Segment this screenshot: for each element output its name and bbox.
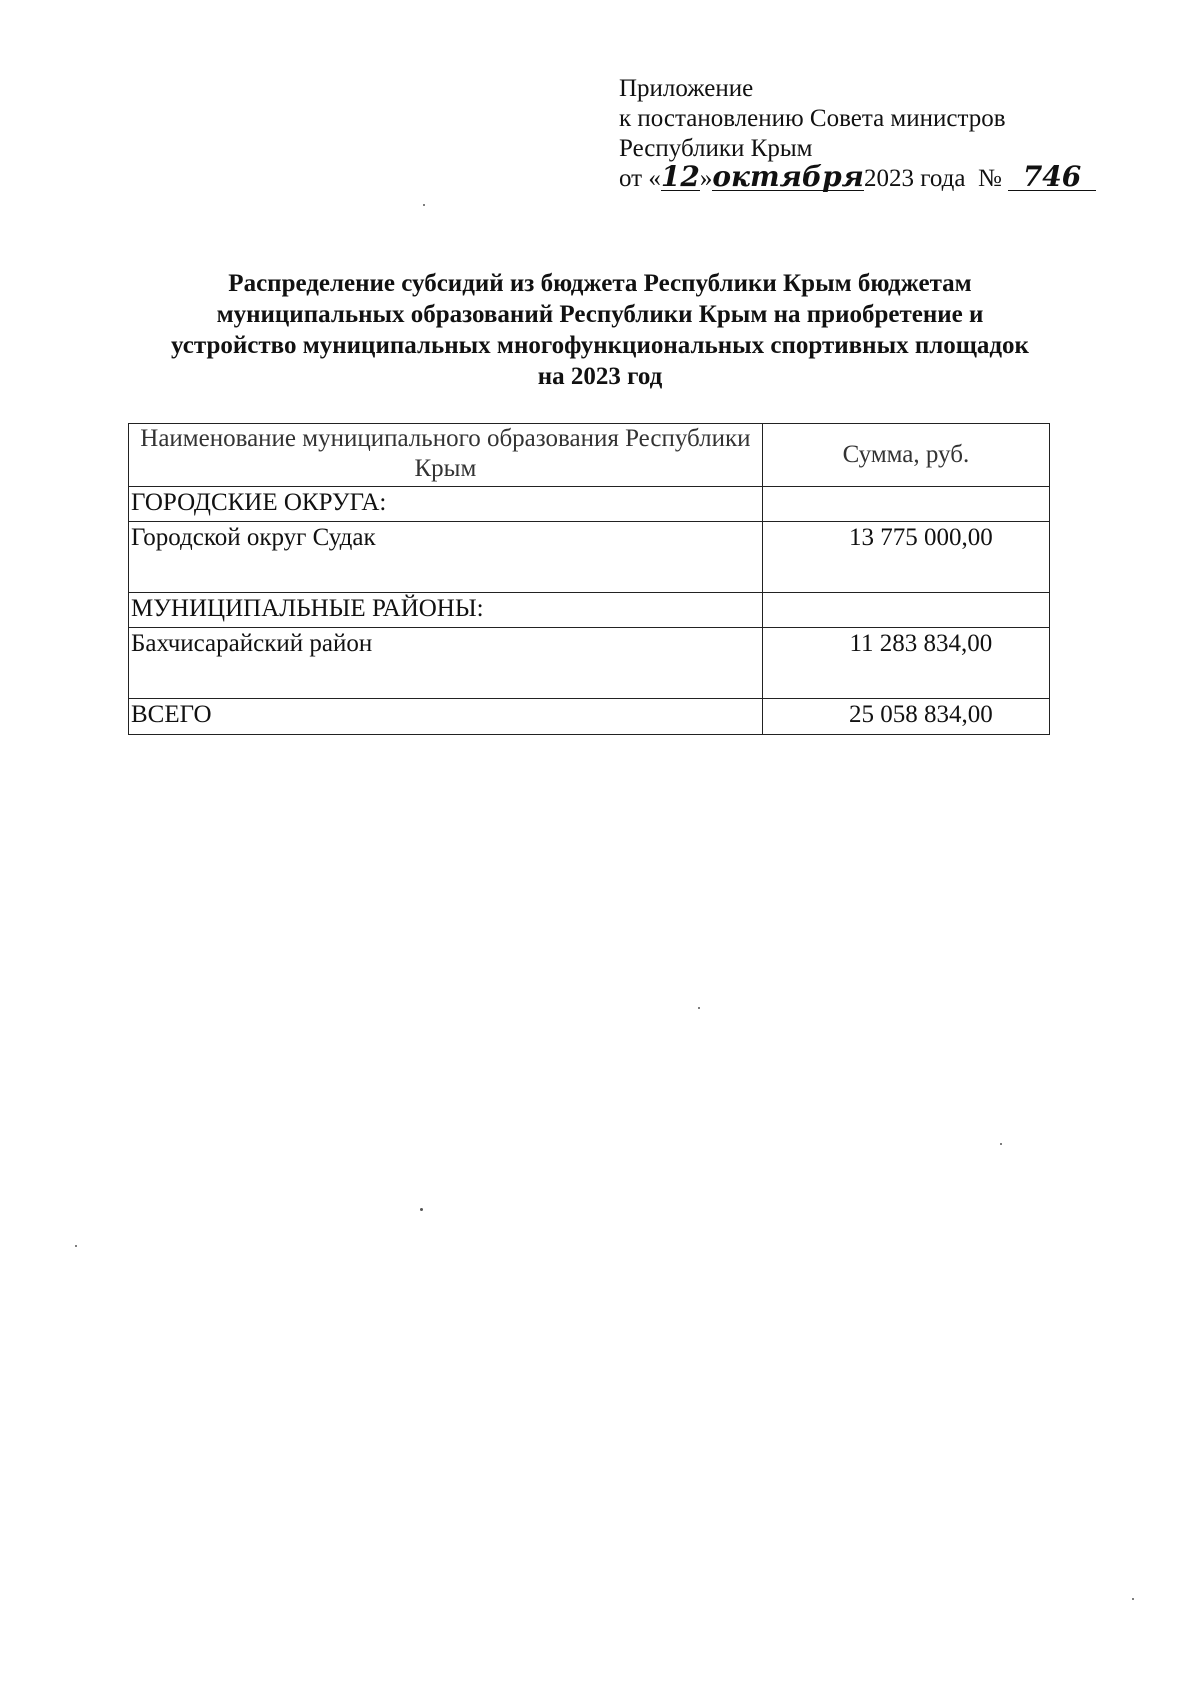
appendix-block bbox=[619, 74, 1096, 194]
table-row bbox=[129, 522, 1050, 593]
scan-speck bbox=[75, 1245, 77, 1247]
row-name-cell bbox=[129, 699, 763, 735]
date-prefix: от « bbox=[619, 165, 661, 192]
row-sum-cell bbox=[762, 628, 1049, 699]
row-name-cell bbox=[129, 593, 763, 628]
scan-speck bbox=[1000, 1143, 1002, 1145]
table-row bbox=[129, 593, 1050, 628]
appendix-republic-line: Республики Крым bbox=[619, 135, 813, 162]
table-header-row bbox=[129, 424, 1050, 487]
appendix-date-line bbox=[619, 160, 1096, 194]
row-sum-cell bbox=[762, 487, 1049, 522]
header-name-cell: Наименование муниципального образования Республики Крым bbox=[129, 424, 763, 487]
row-name: МУНИЦИПАЛЬНЫЕ РАЙОНЫ: bbox=[131, 595, 484, 622]
handwritten-day: 12 bbox=[660, 160, 700, 193]
table-row bbox=[129, 628, 1050, 699]
row-sum-cell bbox=[762, 593, 1049, 628]
handwritten-number: 746 bbox=[1008, 164, 1096, 191]
row-name: ВСЕГО bbox=[131, 701, 212, 728]
row-sum-cell bbox=[762, 522, 1049, 593]
row-name-cell bbox=[129, 487, 763, 522]
row-sum: 11 283 834,00 bbox=[849, 630, 993, 657]
row-name: Бахчисарайский район bbox=[131, 630, 373, 657]
row-sum: 13 775 000,00 bbox=[849, 524, 993, 551]
scan-speck bbox=[698, 1007, 700, 1009]
scan-speck bbox=[1132, 1598, 1134, 1600]
scan-speck bbox=[423, 204, 425, 206]
document-title: Распределение субсидий из бюджета Республики Крым бюджетам муниципальных образований Республики Крым на приобретение и устройство муниципальных многофункциональных спортивных площадок на 2023 год bbox=[171, 270, 1029, 390]
number-sign: № bbox=[977, 165, 1002, 192]
handwritten-month: октября bbox=[712, 160, 864, 193]
row-name: ГОРОДСКИЕ ОКРУГА: bbox=[131, 489, 387, 516]
row-name-cell bbox=[129, 628, 763, 699]
appendix-resolution-line: к постановлению Совета министров bbox=[619, 105, 1006, 132]
date-year: 2023 года bbox=[863, 165, 966, 192]
row-sum-cell bbox=[762, 699, 1049, 735]
row-name-cell bbox=[129, 522, 763, 593]
appendix-label: Приложение bbox=[619, 75, 754, 102]
row-name: Городской округ Судак bbox=[131, 524, 376, 551]
header-sum-cell: Сумма, руб. bbox=[762, 424, 1049, 487]
row-sum: 25 058 834,00 bbox=[849, 701, 993, 728]
scan-speck bbox=[420, 1208, 423, 1211]
date-day-close: » bbox=[699, 165, 713, 192]
table-total-row bbox=[129, 699, 1050, 735]
subsidy-table bbox=[128, 423, 1050, 735]
table-row bbox=[129, 487, 1050, 522]
